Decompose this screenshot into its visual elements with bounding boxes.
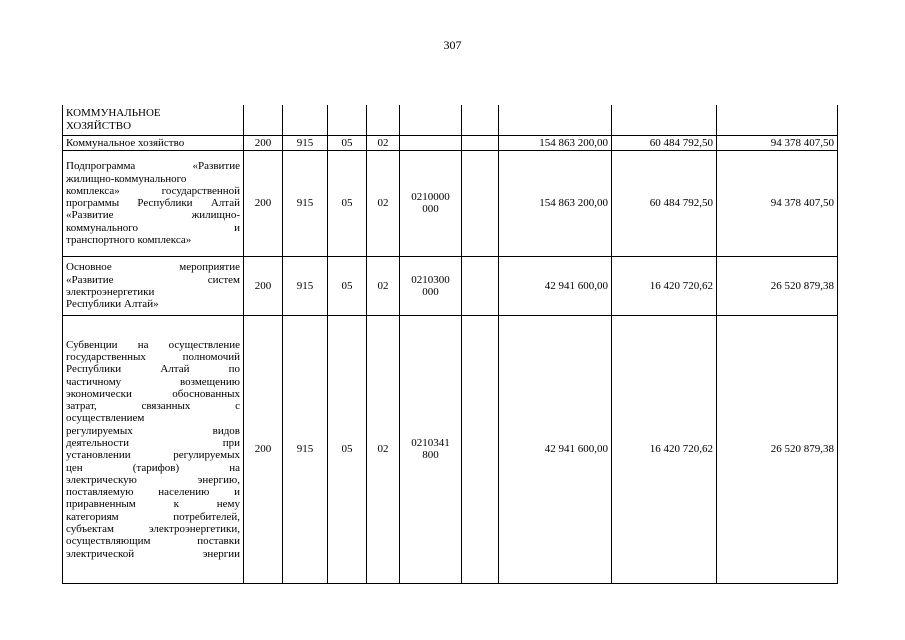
row-name-line: государственных полномочий: [66, 350, 240, 363]
amount-cell: 94 378 407,50: [717, 150, 838, 256]
row-name-line: электрическую энергию,: [66, 473, 240, 486]
amount-cell: 60 484 792,50: [612, 135, 717, 150]
amount-cell: 16 420 720,62: [612, 256, 717, 315]
code-cell: 0210341 800: [400, 315, 462, 583]
code-cell: 02: [367, 150, 400, 256]
code-cell: 02: [367, 135, 400, 150]
row-name-line: ХОЗЯЙСТВО: [66, 119, 132, 132]
code-cell: 915: [283, 256, 328, 315]
col-9-cell: [717, 105, 838, 135]
col-4-cell: [367, 105, 400, 135]
row-name-line: приравненным к нему: [66, 498, 240, 511]
col-8-cell: [612, 105, 717, 135]
row-name-line: комплекса» государственной: [66, 184, 240, 197]
row-name-line: осуществляющим поставки: [66, 535, 240, 548]
row-name-line: транспортного комплекса»: [66, 234, 192, 247]
row-name-line: деятельности при: [66, 437, 240, 449]
code-cell: 05: [328, 315, 367, 583]
code-cell: 200: [244, 315, 283, 583]
row-name: [63, 135, 244, 150]
code-cell: 200: [244, 150, 283, 256]
code-cell: 02: [367, 256, 400, 315]
code-cell: 200: [244, 135, 283, 150]
row-name-line: КОММУНАЛЬНОЕ: [66, 107, 161, 120]
row-name-line: субъектам электроэнергетики,: [66, 523, 240, 536]
amount-cell: 154 863 200,00: [499, 150, 612, 256]
code-cell: 200: [244, 256, 283, 315]
code-cell: 915: [283, 315, 328, 583]
code-cell: 0210300 000: [400, 256, 462, 315]
row-name-line: цен (тарифов) на: [66, 461, 240, 474]
row-name-line: Подпрограмма «Развитие: [66, 160, 240, 173]
code-cell: [462, 150, 499, 256]
code-cell: [462, 315, 499, 583]
row-name-line: регулируемых видов: [66, 424, 240, 437]
page-number: 307: [443, 38, 462, 52]
col-7-cell: [499, 105, 612, 135]
amount-cell: 16 420 720,62: [612, 315, 717, 583]
row-name-line: Коммунальное хозяйство: [66, 136, 185, 149]
row-name-line: «Развитие жилищно-: [66, 209, 240, 222]
row-name-line: жилищно-коммунального: [66, 172, 187, 185]
row-name-line: категориям потребителей,: [66, 510, 240, 523]
row-name: [63, 105, 244, 135]
amount-cell: 42 941 600,00: [499, 256, 612, 315]
row-name-line: «Развитие систем: [66, 273, 240, 286]
row-name: [63, 150, 244, 256]
row-name-line: поставляемую населению и: [66, 486, 240, 499]
code-cell: 0210000 000: [400, 150, 462, 256]
amount-cell: 154 863 200,00: [499, 135, 612, 150]
row-name-line: Субвенции на осуществление: [66, 338, 240, 351]
row-name-line: Республики Алтай по: [66, 363, 240, 376]
row-name-line: коммунального и: [66, 221, 240, 234]
row-name-line: Республики Алтай»: [66, 298, 159, 311]
row-name-line: программы Республики Алтай: [66, 197, 240, 210]
row-name-line: затрат, связанных с: [66, 400, 240, 413]
row-name-line: частичному возмещению: [66, 375, 240, 388]
col-2-cell: [283, 105, 328, 135]
col-5-cell: [400, 105, 462, 135]
row-name: [63, 315, 244, 583]
code-cell: 05: [328, 256, 367, 315]
col-3-cell: [328, 105, 367, 135]
row-name-line: Основное мероприятие: [66, 261, 240, 274]
row-name-line: электроэнергетики: [66, 285, 155, 298]
budget-table: [62, 105, 838, 584]
table-row: [63, 256, 838, 315]
code-cell: 05: [328, 150, 367, 256]
row-name-line: осуществлением: [66, 412, 145, 425]
code-cell: 02: [367, 315, 400, 583]
amount-cell: 26 520 879,38: [717, 256, 838, 315]
code-cell: 05: [328, 135, 367, 150]
code-cell: 915: [283, 150, 328, 256]
code-cell: [462, 135, 499, 150]
table-row: [63, 150, 838, 256]
row-name: [63, 256, 244, 315]
code-cell: [462, 256, 499, 315]
table-row: [63, 105, 838, 135]
amount-cell: 26 520 879,38: [717, 315, 838, 583]
amount-cell: 94 378 407,50: [717, 135, 838, 150]
col-1-cell: [244, 105, 283, 135]
table-row: [63, 315, 838, 583]
row-name-line: электрической энергии: [66, 547, 240, 560]
code-cell: [400, 135, 462, 150]
row-name-line: установлении регулируемых: [66, 449, 240, 462]
code-cell: 915: [283, 135, 328, 150]
row-name-line: экономически обоснованных: [66, 387, 240, 400]
amount-cell: 60 484 792,50: [612, 150, 717, 256]
table-row: [63, 135, 838, 150]
amount-cell: 42 941 600,00: [499, 315, 612, 583]
col-6-cell: [462, 105, 499, 135]
